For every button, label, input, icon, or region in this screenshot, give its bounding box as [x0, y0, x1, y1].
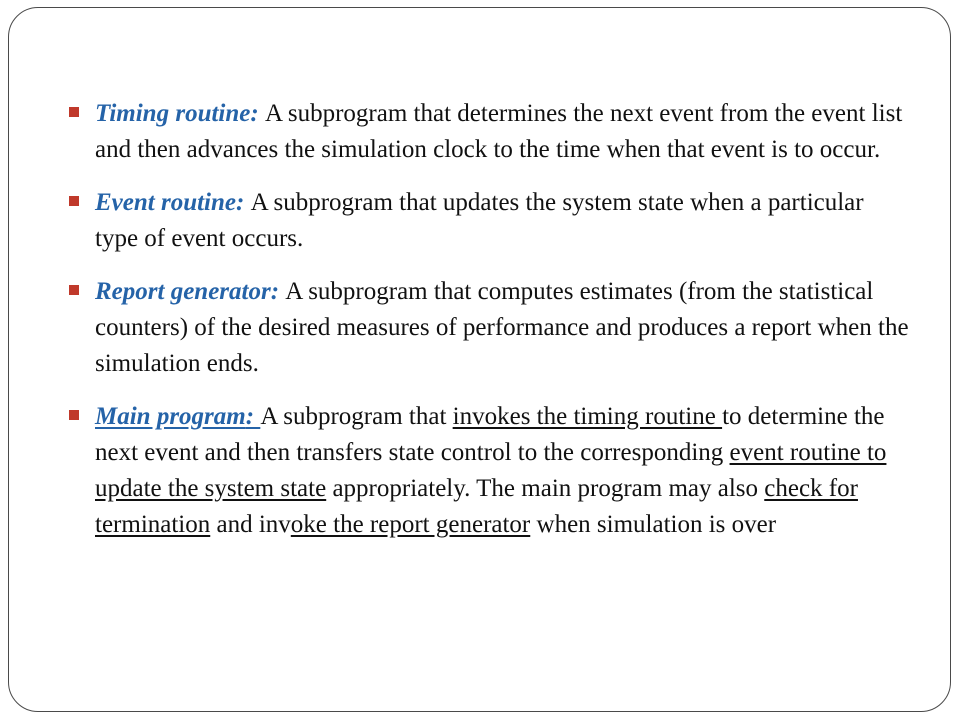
- underlined-phrase: invokes the timing routine: [452, 403, 723, 430]
- definition-text: A subprogram that determines the next event from the event list and then advances the simulation clock to the time when that event is to occur.: [95, 100, 903, 163]
- square-bullet-icon: [69, 410, 79, 420]
- bullet-item-main-program: [60, 399, 910, 543]
- square-bullet-icon: [69, 107, 79, 117]
- slide-frame: [8, 7, 951, 712]
- square-bullet-icon: [69, 285, 79, 295]
- term-report-generator: Report generator: [95, 278, 271, 305]
- definition-text: when simulation is over: [530, 511, 777, 538]
- bullet-item-report-generator: [60, 274, 910, 382]
- definition-text: appropriately. The main program may also: [326, 475, 765, 502]
- underlined-phrase: check for termination: [95, 475, 858, 538]
- underlined-phrase: event routine to update the system state: [95, 439, 887, 502]
- square-bullet-icon: [69, 196, 79, 206]
- definition-text: A subprogram that computes estimates (from the statistical counters) of the desired measures of performance and produces a report when the simulation ends.: [95, 278, 909, 377]
- bullet-list: [60, 96, 910, 560]
- bullet-item-timing-routine: [60, 96, 910, 168]
- bullet-item-event-routine: [60, 185, 910, 257]
- definition-text: A subprogram that: [260, 403, 453, 430]
- definition-text: and inv: [210, 511, 291, 538]
- term-separator: :: [245, 403, 261, 430]
- term-separator: :: [236, 189, 251, 216]
- definition-text: A subprogram that updates the system state when a particular type of event occurs.: [95, 189, 864, 252]
- term-separator: :: [250, 100, 265, 127]
- definition-text: to determine the next event and then transfers state control to the corresponding: [95, 403, 885, 466]
- term-main-program: Main program: [95, 403, 246, 430]
- term-timing-routine: Timing routine: [95, 100, 251, 127]
- term-separator: :: [270, 278, 286, 305]
- underlined-phrase: oke the report generator: [290, 511, 531, 538]
- term-event-routine: Event routine: [95, 189, 236, 216]
